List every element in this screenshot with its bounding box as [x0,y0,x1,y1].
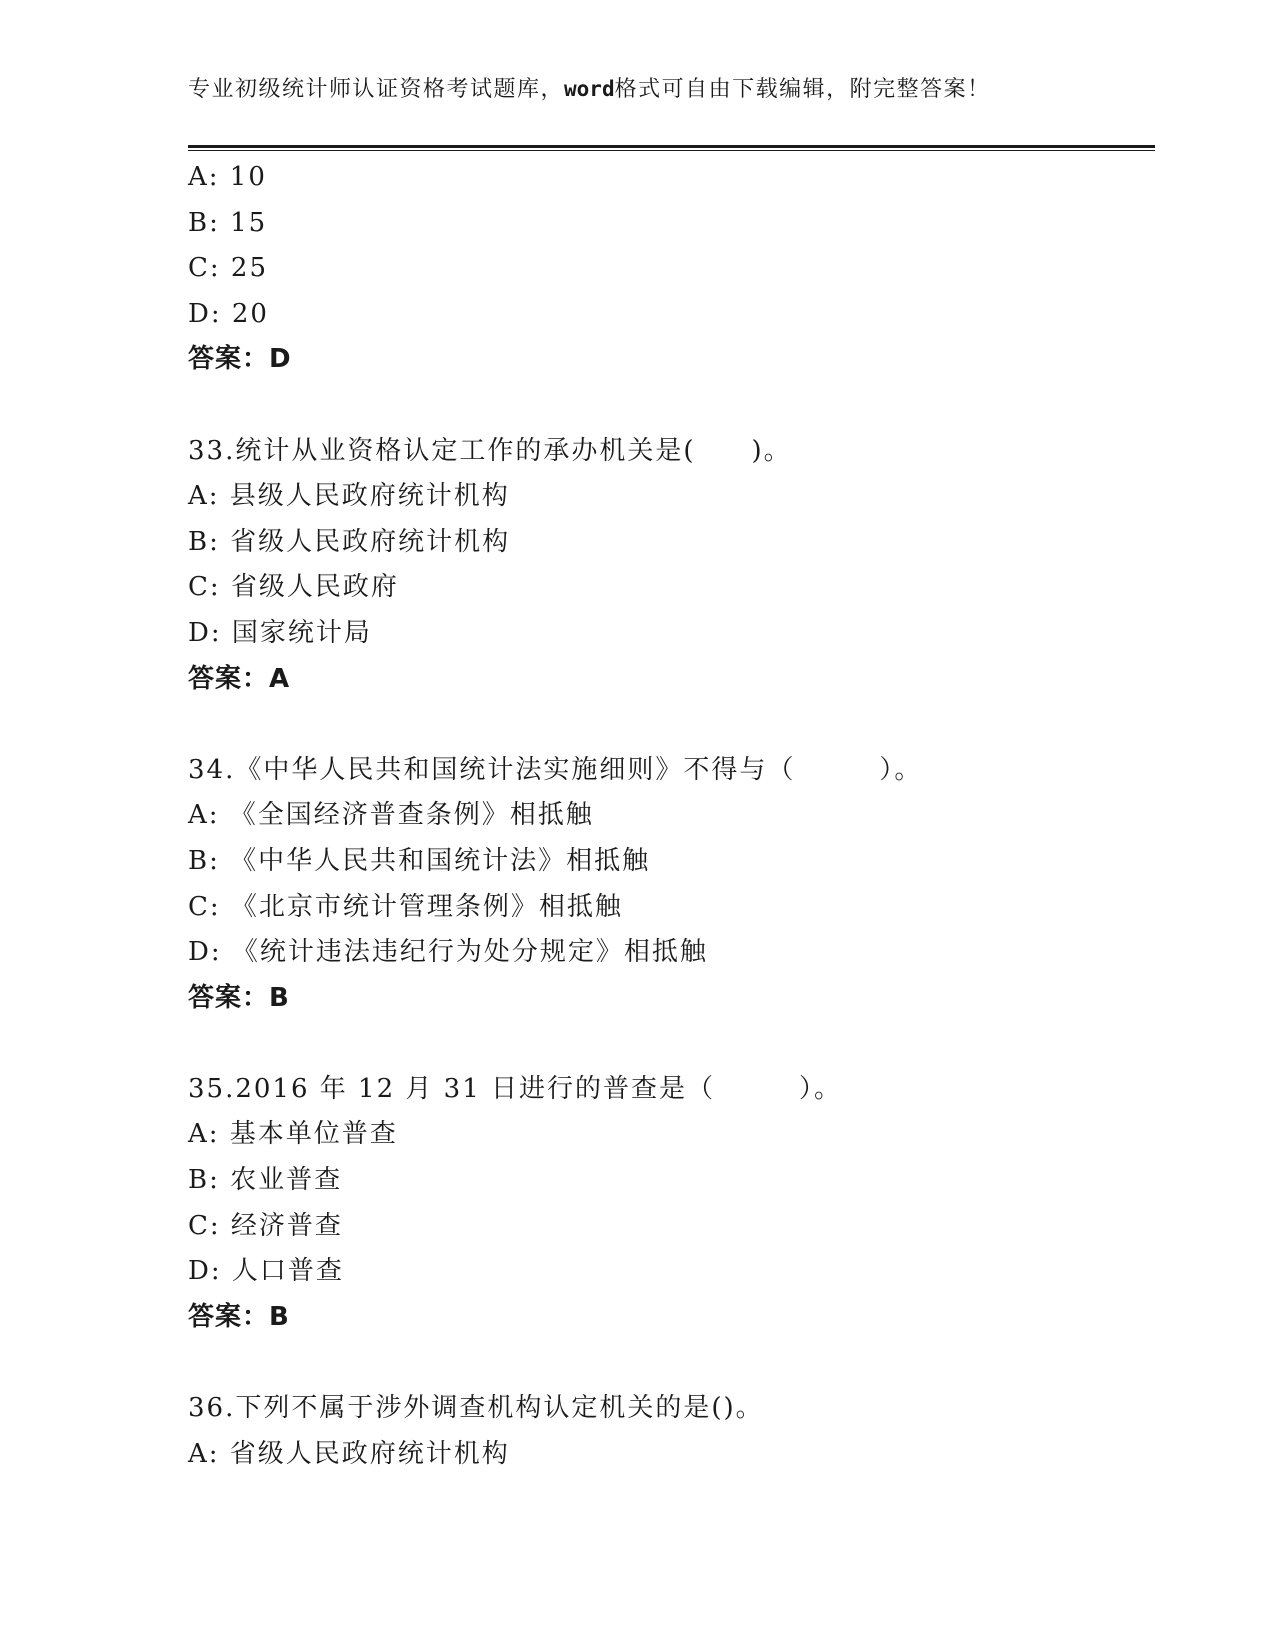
option-c: C: 25 [188,253,269,284]
header-suffix: 格式可自由下载编辑，附完整答案！ [614,77,991,102]
option-c: C: 经济普查 [188,1210,343,1241]
question-text: 34.《中华人民共和国统计法实施细则》不得与（ ）。 [188,754,923,785]
spacer [188,383,1155,429]
spacer [188,1340,1155,1386]
question-list [188,155,1155,1477]
answer: 答案：A [188,663,291,694]
option-d: D: 国家统计局 [188,617,372,648]
answer: 答案：B [188,1301,290,1332]
question-32 [188,155,1155,383]
option-d: D: 20 [188,298,269,329]
option-b: B: 省级人民政府统计机构 [188,526,511,557]
option-a: A: 县级人民政府统计机构 [188,481,510,512]
header-word: word [564,77,615,101]
option-c: C: 省级人民政府 [188,572,399,603]
question-36 [188,1386,1155,1477]
option-b: B: 农业普查 [188,1165,343,1196]
answer: 答案：B [188,982,290,1013]
option-d: D: 人口普查 [188,1256,344,1287]
option-a: A: 《全国经济普查条例》相抵触 [188,800,594,831]
question-text: 36.下列不属于涉外调查机构认定机关的是()。 [188,1393,764,1424]
question-35 [188,1067,1155,1341]
option-a: A: 10 [188,162,267,192]
spacer [188,1021,1155,1067]
option-b: B: 15 [188,207,268,238]
question-text: 33.统计从业资格认定工作的承办机关是( )。 [188,435,792,466]
page-header [188,72,991,103]
header-rule-thick [188,145,1155,148]
question-34 [188,748,1155,1022]
option-d: D: 《统计违法违纪行为处分规定》相抵触 [188,937,708,968]
option-a: A: 省级人民政府统计机构 [188,1438,510,1469]
question-text: 35.2016 年 12 月 31 日进行的普查是（ ）。 [188,1073,843,1104]
spacer [188,702,1155,748]
header-rule-thin [188,150,1155,151]
option-b: B: 《中华人民共和国统计法》相抵触 [188,845,651,876]
option-a: A: 基本单位普查 [188,1119,398,1150]
question-33 [188,429,1155,703]
header-prefix: 专业初级统计师认证资格考试题库， [188,77,565,102]
option-c: C: 《北京市统计管理条例》相抵触 [188,891,623,922]
answer: 答案：D [188,344,292,375]
